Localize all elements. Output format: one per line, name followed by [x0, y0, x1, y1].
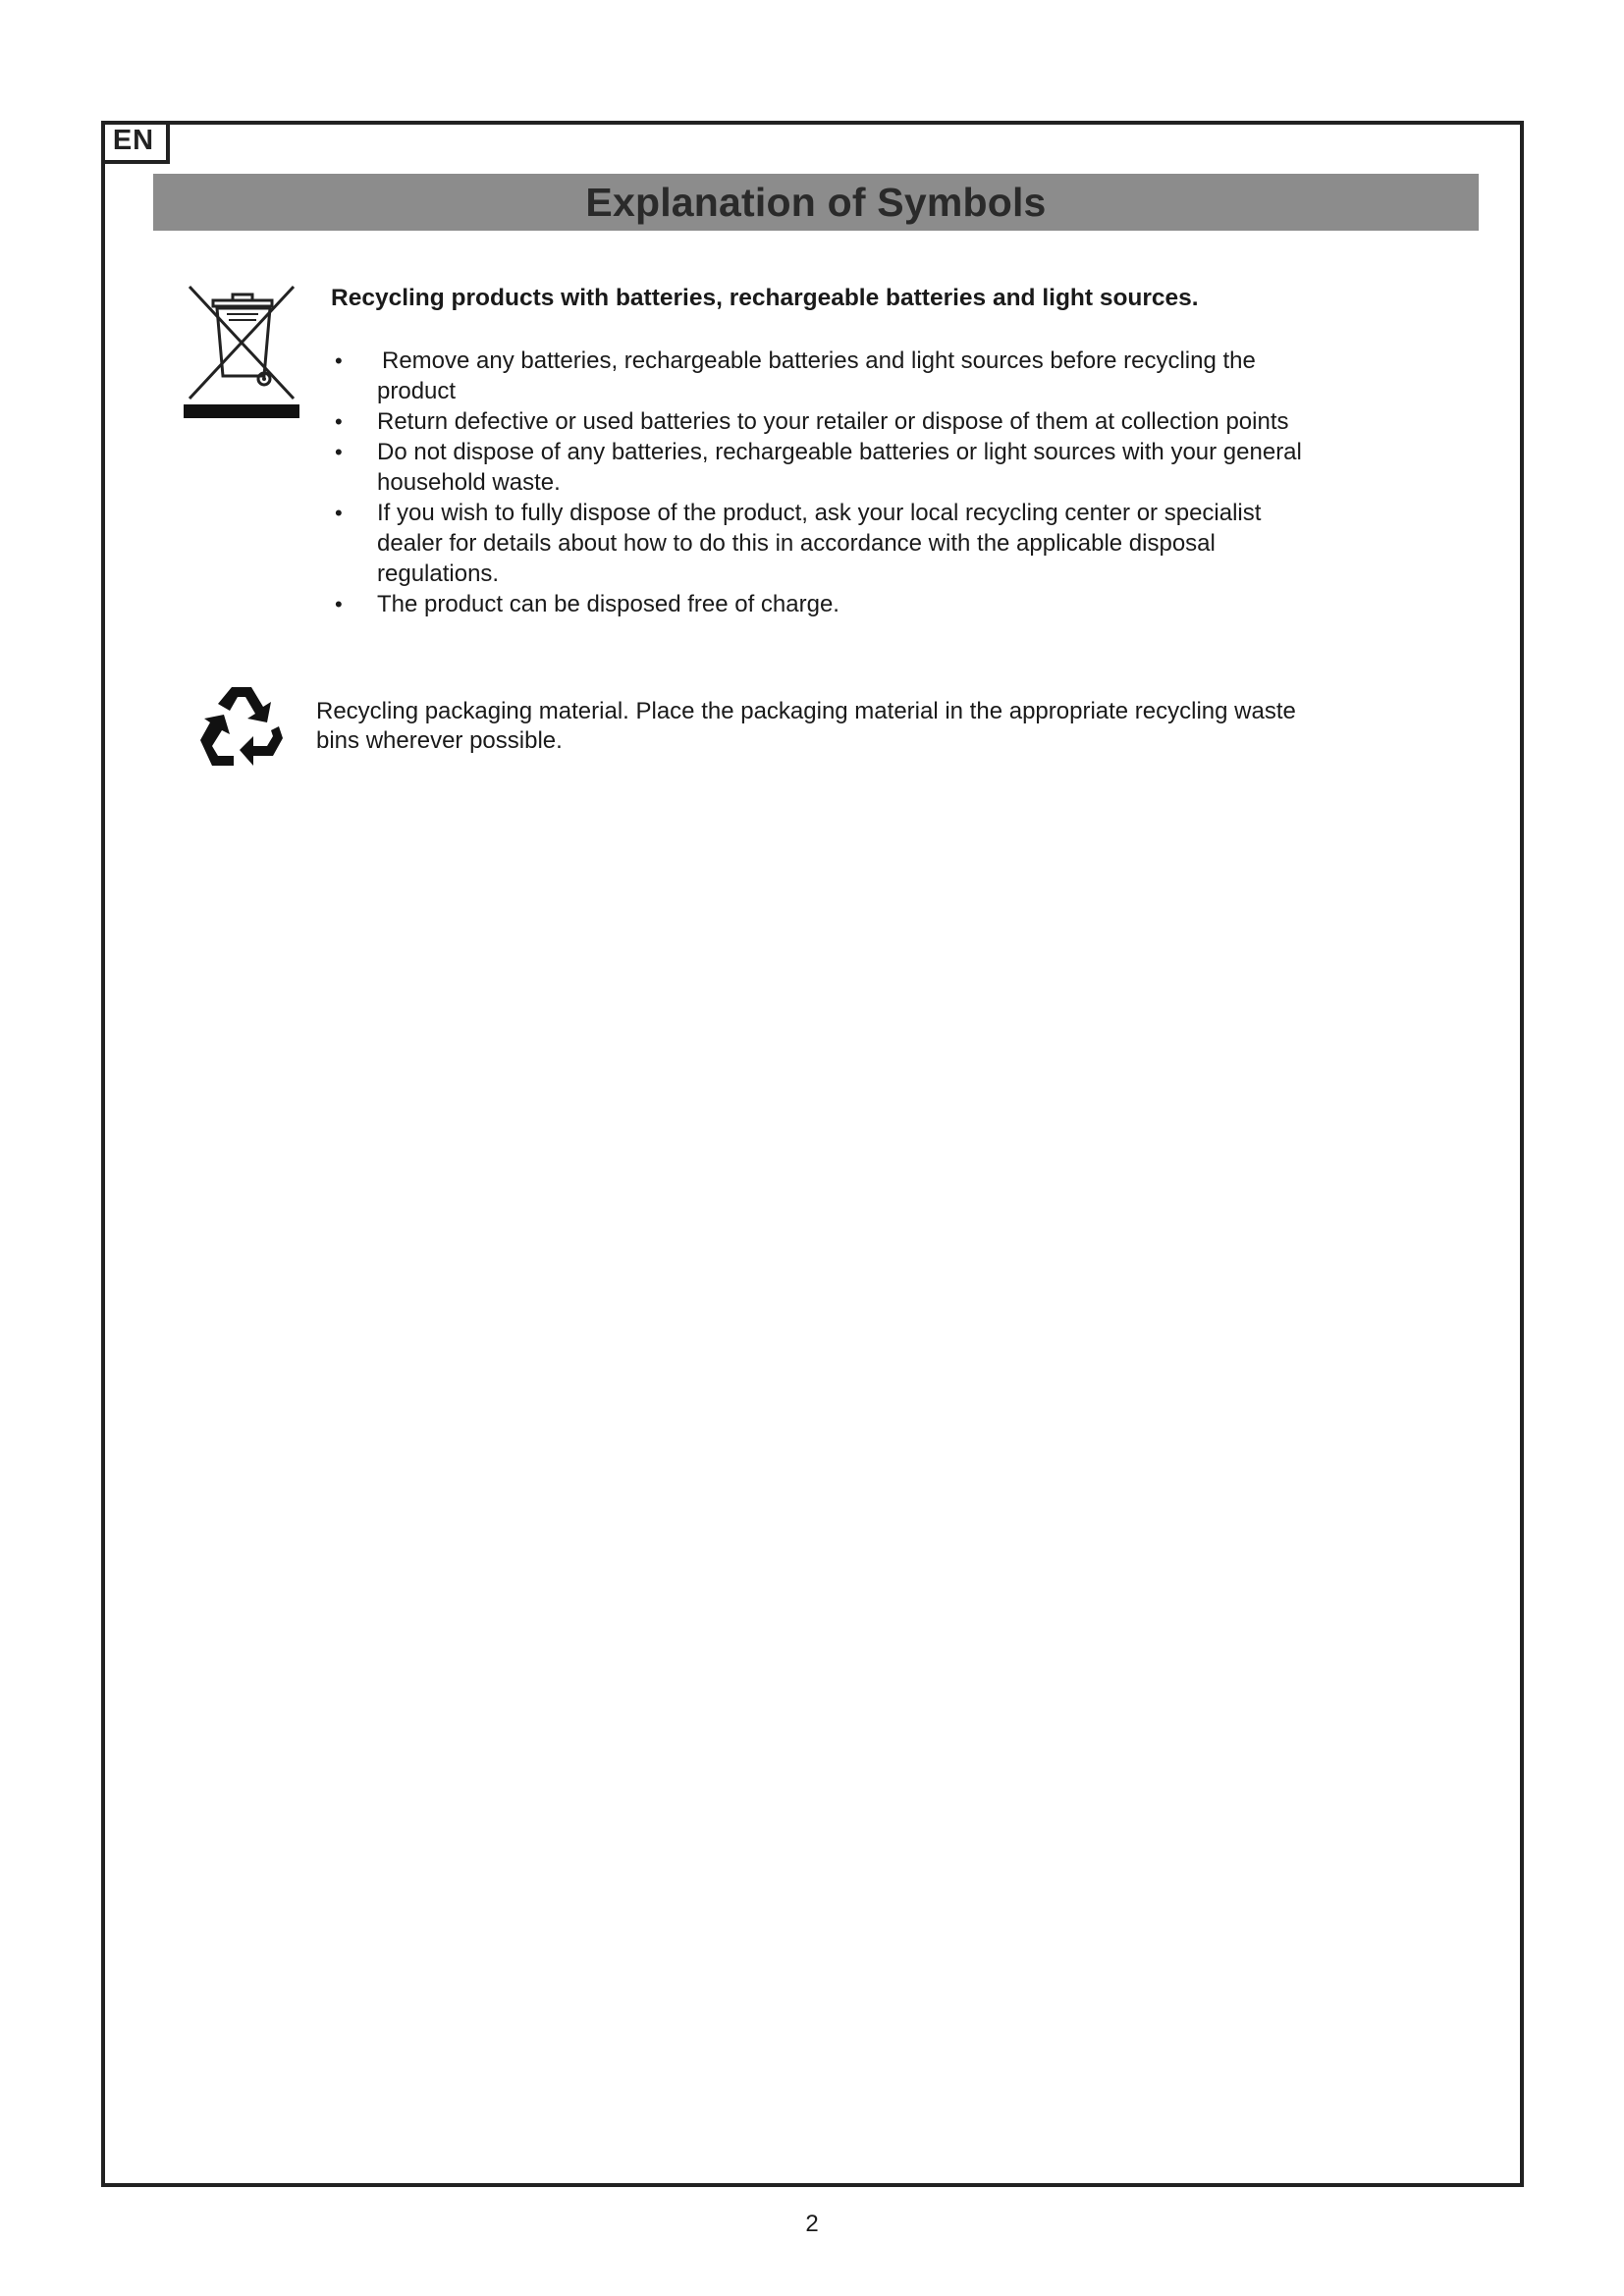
list-item — [331, 346, 1313, 406]
page-number: 2 — [805, 2211, 819, 2237]
list-item — [331, 406, 1313, 437]
list-item-text: If you wish to fully dispose of the product, ask your local recycling center or specialist dealer for details about how to do this in accordance with the applicable disposal regulations. — [377, 500, 1262, 587]
list-item — [331, 437, 1313, 498]
bullet-marker: • — [335, 348, 343, 373]
recycling-arrows-icon — [196, 683, 287, 770]
list-item-text: Remove any batteries, rechargeable batteries and light sources before recycling the product — [377, 347, 1256, 404]
bullet-marker: • — [335, 409, 343, 434]
bullet-marker: • — [335, 592, 343, 616]
language-tag-label: EN — [112, 124, 155, 156]
battery-section-heading: Recycling products with batteries, rechargeable batteries and light sources. — [331, 285, 1199, 311]
page-title: Explanation of Symbols — [585, 179, 1047, 225]
title-bar — [153, 174, 1479, 231]
list-item-text: Return defective or used batteries to your retailer or dispose of them at collection points — [377, 408, 1289, 435]
list-item — [331, 589, 1313, 619]
list-item — [331, 498, 1313, 589]
list-item-text: The product can be disposed free of charge. — [377, 591, 839, 617]
list-item-text: Do not dispose of any batteries, rechargeable batteries or light sources with your general household waste. — [377, 439, 1302, 496]
bullet-marker: • — [335, 440, 343, 464]
language-tag — [101, 121, 170, 164]
bullet-marker: • — [335, 501, 343, 525]
packaging-recycling-text: Recycling packaging material. Place the packaging material in the appropriate recycling waste bins wherever possible. — [316, 698, 1296, 754]
crossed-out-wheelie-bin-icon — [184, 283, 299, 420]
battery-instructions-list — [331, 346, 1313, 619]
